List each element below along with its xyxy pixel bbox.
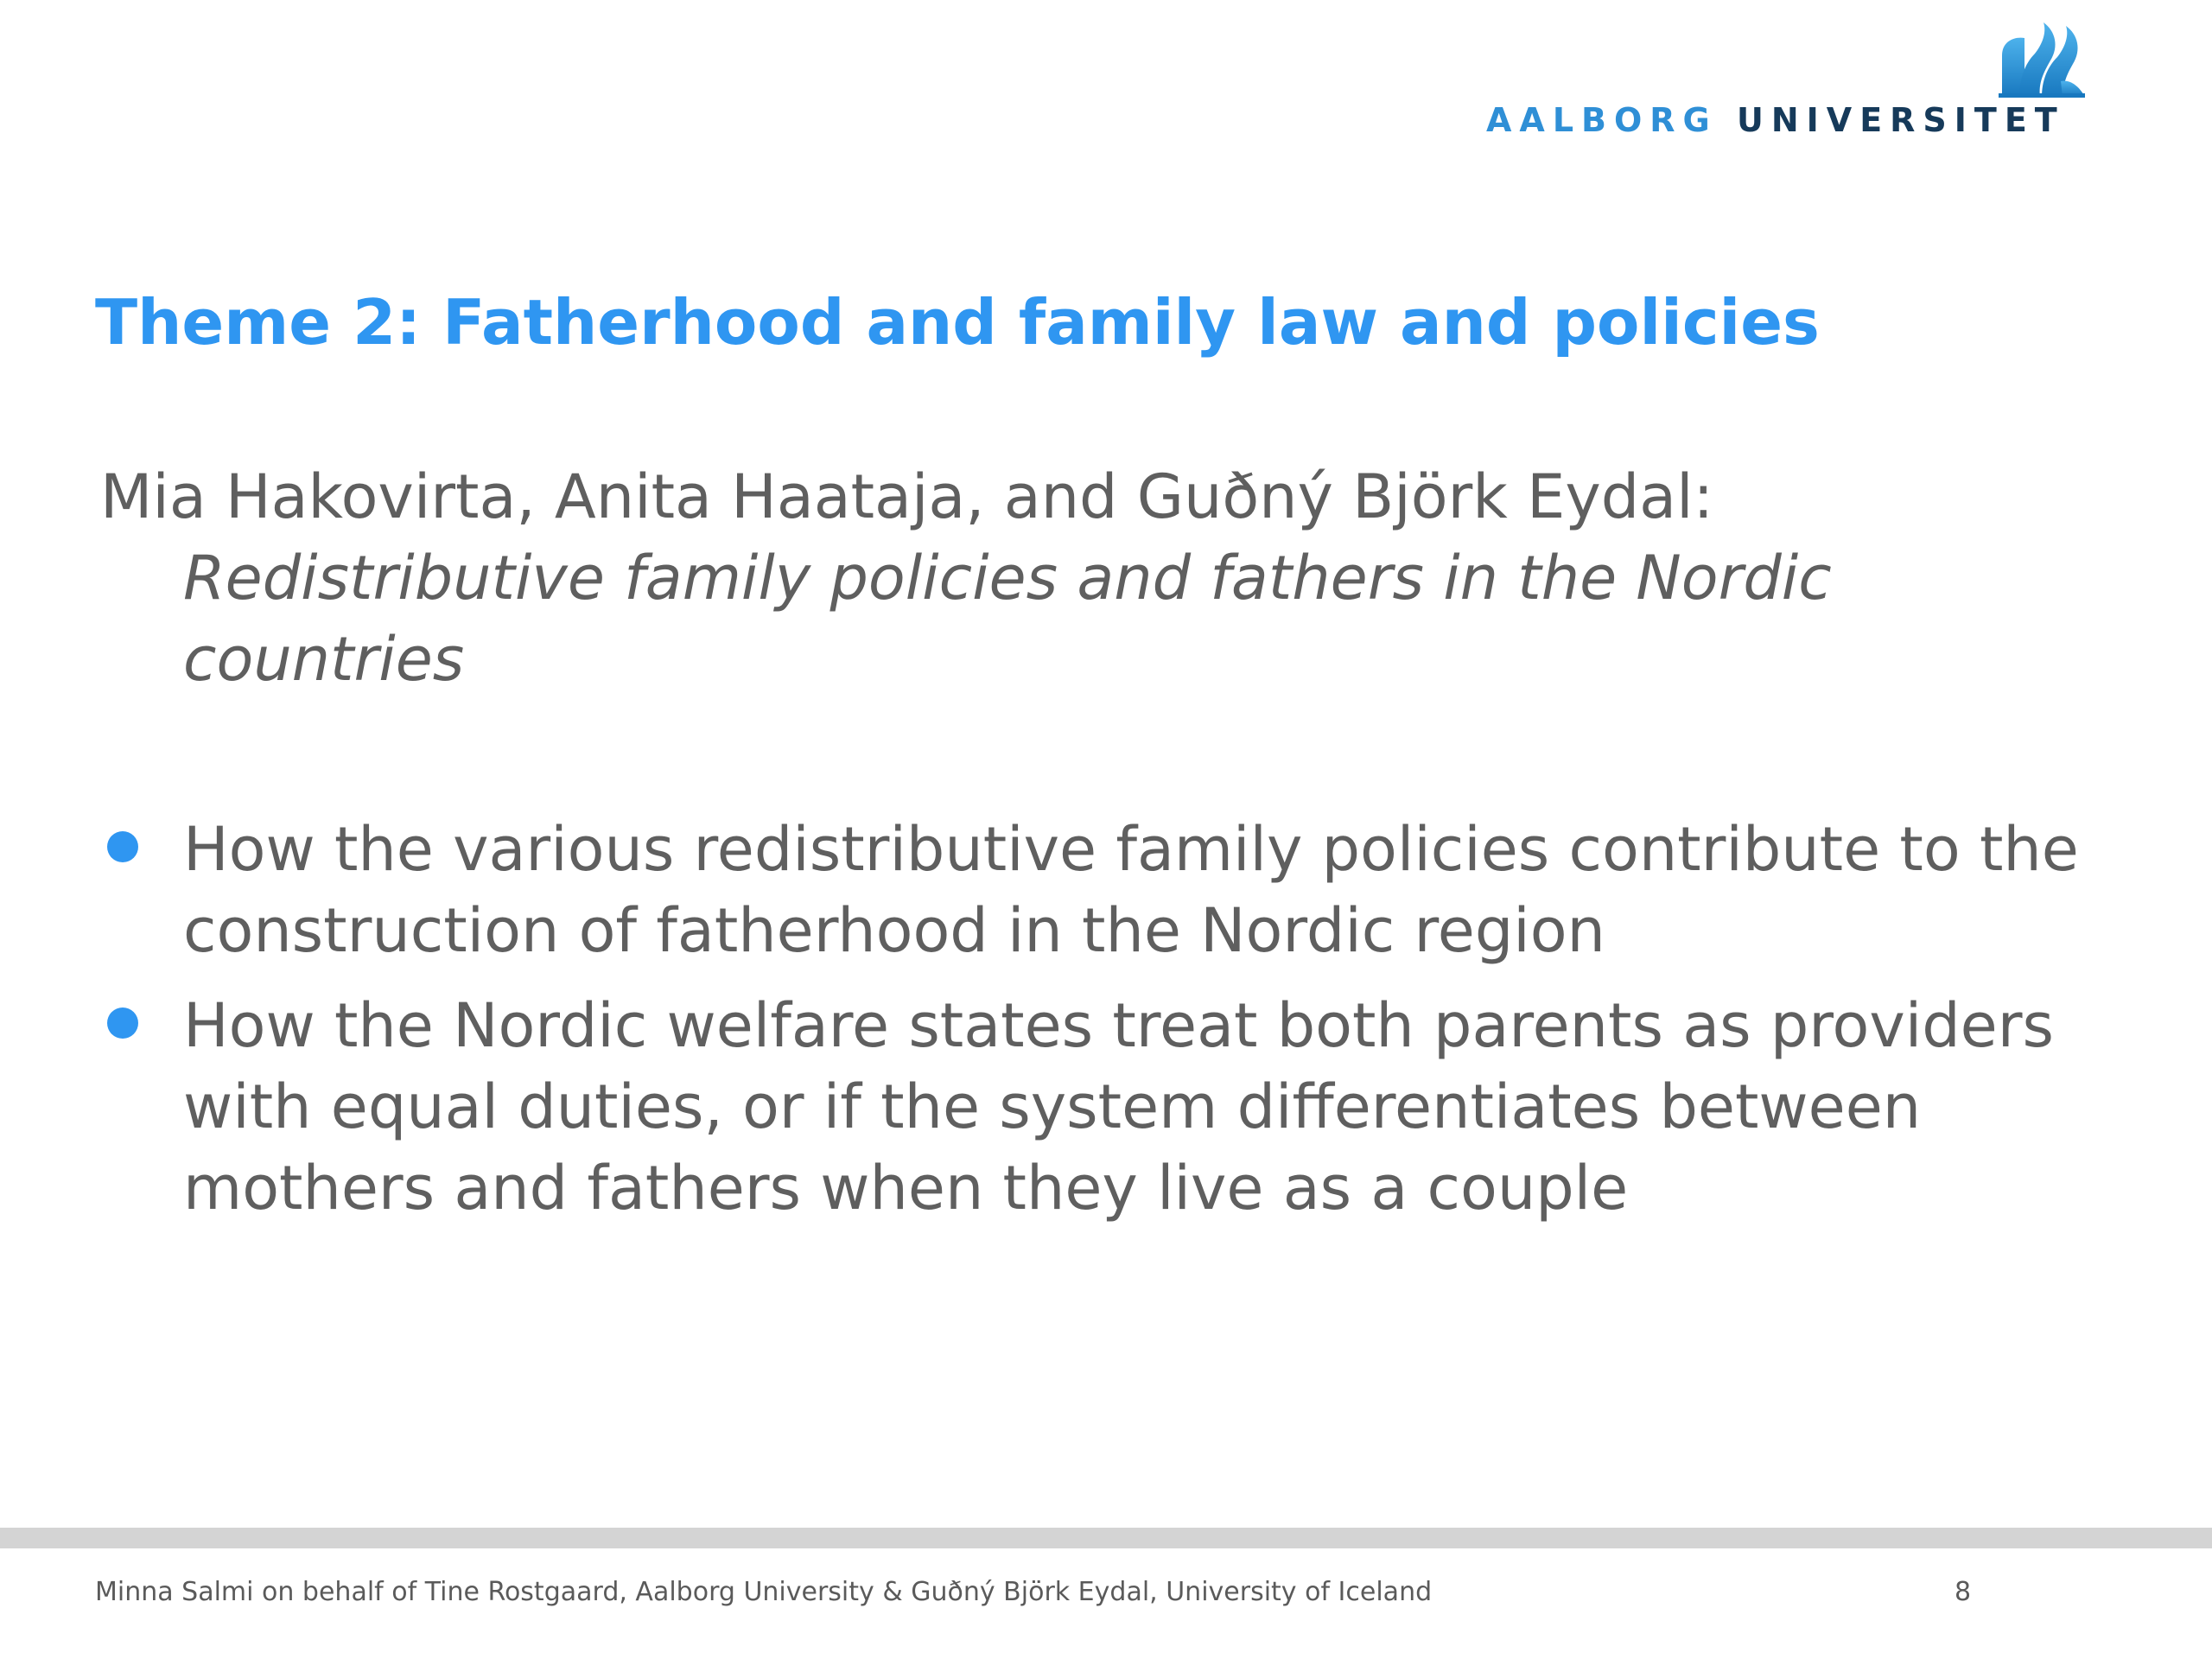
logo-word-universitet: UNIVERSITET <box>1737 101 2065 139</box>
logo-wordmark <box>1486 101 2065 139</box>
bullet-list <box>100 809 2157 1243</box>
page-number: 8 <box>1955 1577 1972 1607</box>
reference-authors: Mia Hakovirta, Anita Haataja, and Guðný Björk Eydal: <box>100 461 1714 532</box>
university-logo <box>1486 19 2160 144</box>
bullet-item <box>100 985 2157 1229</box>
reference-title: Redistributive family policies and fathers in the Nordic countries <box>183 543 1832 695</box>
bullet-item <box>100 809 2157 971</box>
logo-word-aalborg: AALBORG <box>1486 101 1718 139</box>
bullet-dot-icon <box>107 831 138 862</box>
slide-title: Theme 2: Fatherhood and family law and policies <box>95 286 1820 359</box>
bullet-text: How the various redistributive family policies contribute to the construction of fatherhood in the Nordic region <box>183 814 2079 966</box>
reference-citation <box>100 456 2070 700</box>
footer-credit: Minna Salmi on behalf of Tine Rostgaard, Aalborg University & Guðný Björk Eydal, University of Iceland <box>95 1577 1433 1607</box>
bullet-text: How the Nordic welfare states treat both parents as providers with equal duties, or if the system differentiates between mothers and fathers when they live as a couple <box>183 990 2054 1224</box>
aalborg-university-logo-icon <box>1993 19 2088 99</box>
bullet-dot-icon <box>107 1007 138 1039</box>
footer-divider <box>0 1528 2212 1548</box>
